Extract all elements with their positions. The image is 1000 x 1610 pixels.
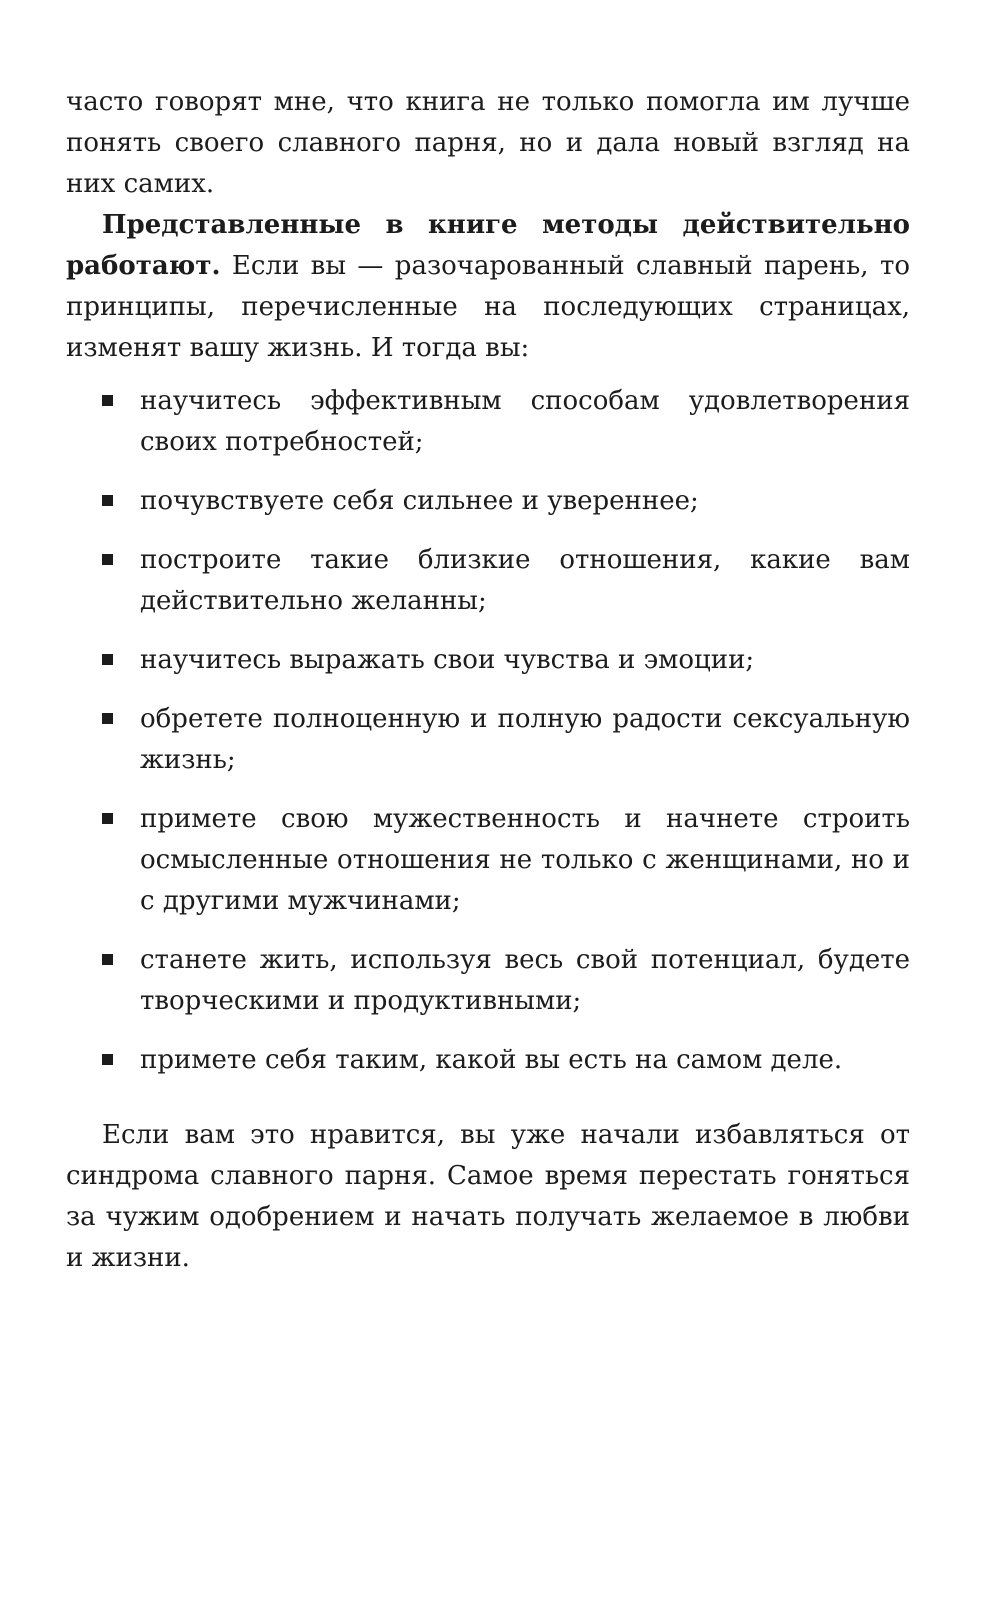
list-item-text: станете жить, используя весь свой потенциал, будете творческими и продуктивными; [140, 945, 910, 1016]
list-item [66, 481, 910, 522]
square-bullet-icon [102, 495, 113, 506]
list-item-text: научитесь эффективным способам удовлетворения своих потребностей; [140, 386, 910, 457]
intro-text: часто говорят мне, что книга не только помогла им лучше понять своего славного парня, но и дала новый взгляд на них самих. [66, 87, 910, 199]
closing-paragraph [66, 1115, 910, 1279]
methods-text: Если вы — разочарованный славный парень, то принципы, перечисленные на последующих страницах, изменят вашу жизнь. И тогда вы: [66, 251, 910, 363]
square-bullet-icon [102, 654, 113, 665]
list-item [66, 640, 910, 681]
square-bullet-icon [102, 713, 113, 724]
square-bullet-icon [102, 554, 113, 565]
list-item-text: примете себя таким, какой вы есть на самом деле. [140, 1045, 843, 1075]
methods-bold-lead: Представленные в книге методы действительно работают. [66, 210, 910, 281]
methods-paragraph [66, 205, 910, 369]
list-item-text: примете свою мужественность и начнете строить осмысленные отношения не только с женщинами, но и с другими мужчинами; [140, 804, 910, 916]
list-item-text: почувствуете себя сильнее и увереннее; [140, 486, 699, 516]
book-page [66, 82, 910, 1279]
list-item [66, 699, 910, 781]
square-bullet-icon [102, 813, 113, 824]
intro-paragraph [66, 82, 910, 205]
list-item [66, 1040, 910, 1081]
list-item-text: научитесь выражать свои чувства и эмоции; [140, 645, 755, 675]
list-item [66, 940, 910, 1022]
list-item-text: обретете полноценную и полную радости сексуальную жизнь; [140, 704, 910, 775]
square-bullet-icon [102, 954, 113, 965]
list-item [66, 540, 910, 622]
closing-text: Если вам это нравится, вы уже начали избавляться от синдрома славного парня. Самое время перестать гоняться за чужим одобрением и начать получать желаемое в любви и жизни. [66, 1120, 910, 1273]
list-item [66, 381, 910, 463]
benefits-list [66, 381, 910, 1081]
list-item [66, 799, 910, 922]
square-bullet-icon [102, 395, 113, 406]
square-bullet-icon [102, 1054, 113, 1065]
list-item-text: построите такие близкие отношения, какие вам действительно желанны; [140, 545, 910, 616]
